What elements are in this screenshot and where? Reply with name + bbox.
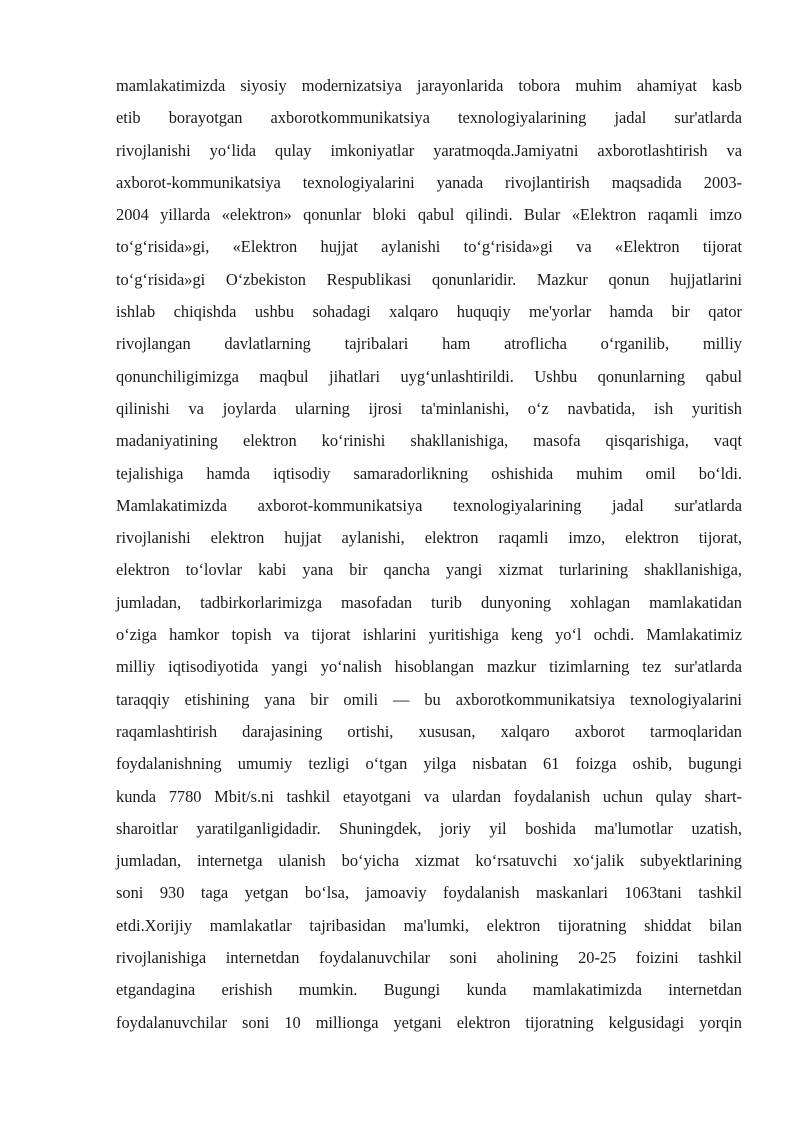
text-line: to‘g‘risida»gi O‘zbekiston Respublikasi qonunlaridir. Mazkur qonun hujjatlarini [116, 269, 742, 289]
text-line: elektron to‘lovlar kabi yana bir qancha yangi xizmat turlarining shakllanishiga, [116, 560, 742, 580]
text-line: raqamlashtirish darajasining ortishi, xususan, xalqaro axborot tarmoqlaridan [116, 721, 742, 741]
text-line: qilinishi va joylarda ularning ijrosi ta'minlanishi, o‘z navbatida, ish yuritish [116, 398, 742, 418]
text-line: etgandagina erishish mumkin. Bugungi kunda mamlakatimizda internetdan [116, 980, 742, 1000]
text-line: foydalanuvchilar soni 10 millionga yetgani elektron tijoratning kelgusidagi yorqin [116, 1012, 742, 1032]
text-line: jumladan, internetga ulanish bo‘yicha xizmat ko‘rsatuvchi xo‘jalik subyektlarining [116, 851, 742, 871]
text-line: tejalishiga hamda iqtisodiy samaradorlikning oshishida muhim omil bo‘ldi. [116, 463, 742, 483]
text-line: rivojlanishi elektron hujjat aylanishi, elektron raqamli imzo, elektron tijorat, [116, 528, 742, 548]
text-line: mamlakatimizda siyosiy modernizatsiya jarayonlarida tobora muhim ahamiyat kasb [116, 76, 742, 95]
text-line: kunda 7780 Mbit/s.ni tashkil etayotgani va ulardan foydalanish uchun qulay shart- [116, 786, 742, 806]
text-line: etdi.Xorijiy mamlakatlar tajribasidan ma'lumki, elektron tijoratning shiddat bilan [116, 915, 742, 935]
text-line: Mamlakatimizda axborot-kommunikatsiya texnologiyalarining jadal sur'atlarda [116, 495, 742, 515]
text-line: soni 930 taga yetgan bo‘lsa, jamoaviy foydalanish maskanlari 1063tani tashkil [116, 883, 742, 903]
text-line: axborot-kommunikatsiya texnologiyalarini yanada rivojlantirish maqsadida 2003- [116, 172, 742, 192]
text-line: taraqqiy etishining yana bir omili — bu axborotkommunikatsiya texnologiyalarini [116, 689, 742, 709]
text-line: rivojlangan davlatlarning tajribalari ham atroflicha o‘rganilib, milliy [116, 334, 742, 354]
text-line: rivojlanishiga internetdan foydalanuvchilar soni aholining 20-25 foizini tashkil [116, 948, 742, 968]
text-line: sharoitlar yaratilganligidadir. Shuningdek, joriy yil boshida ma'lumotlar uzatish, [116, 818, 742, 838]
text-line: o‘ziga hamkor topish va tijorat ishlarini yuritishiga keng yo‘l ochdi. Mamlakatimiz [116, 625, 742, 645]
text-line: madaniyatining elektron ko‘rinishi shakllanishiga, masofa qisqarishiga, vaqt [116, 431, 742, 451]
text-line: 2004 yillarda «elektron» qonunlar bloki qabul qilindi. Bular «Elektron raqamli imzo [116, 205, 742, 225]
text-line: jumladan, tadbirkorlarimizga masofadan turib dunyoning xohlagan mamlakatidan [116, 592, 742, 612]
text-line: rivojlanishi yo‘lida qulay imkoniyatlar yaratmoqda.Jamiyatni axborotlashtirish va [116, 140, 742, 160]
text-line: to‘g‘risida»gi, «Elektron hujjat aylanishi to‘g‘risida»gi va «Elektron tijorat [116, 237, 742, 257]
text-line: milliy iqtisodiyotida yangi yo‘nalish hisoblangan mazkur tizimlarning tez sur'atlarda [116, 657, 742, 677]
text-line: etib borayotgan axborotkommunikatsiya texnologiyalarining jadal sur'atlarda [116, 108, 742, 128]
body-paragraph [116, 70, 742, 1039]
text-line: foydalanishning umumiy tezligi o‘tgan yilga nisbatan 61 foizga oshib, bugungi [116, 754, 742, 774]
text-line: qonunchiligimizga maqbul jihatlari uyg‘unlashtirildi. Ushbu qonunlarning qabul [116, 366, 742, 386]
text-line: ishlab chiqishda ushbu sohadagi xalqaro huquqiy me'yorlar hamda bir qator [116, 302, 742, 322]
